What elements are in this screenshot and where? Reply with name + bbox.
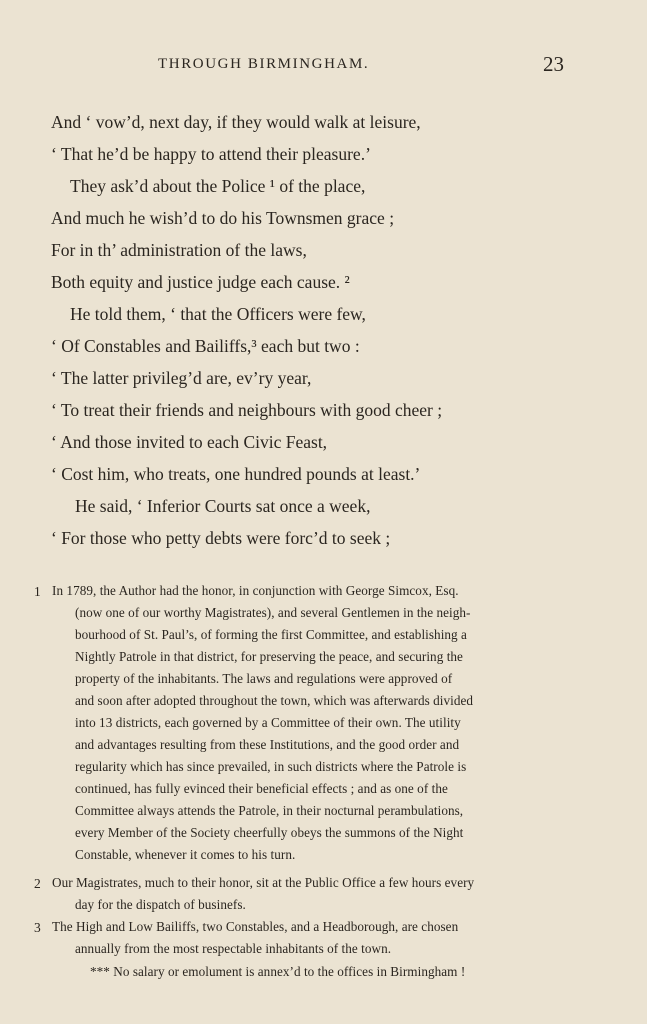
footnote-line: In 1789, the Author had the honor, in conjunction with George Simcox, Esq. <box>52 583 459 598</box>
footnote-line: Committee always attends the Patrole, in their nocturnal perambulations, <box>75 803 464 818</box>
verse-line: ‘ The latter privileg’d are, ev’ry year, <box>51 368 312 388</box>
footnote-number: 3 <box>34 920 41 935</box>
footnote-line: property of the inhabitants. The laws and regulations were approved of <box>75 671 453 686</box>
footnote-line: annually from the most respectable inhabitants of the town. <box>75 941 392 956</box>
verse-line: ‘ To treat their friends and neighbours with good cheer ; <box>51 400 443 420</box>
verse-line: ‘ That he’d be happy to attend their pleasure.’ <box>51 144 371 164</box>
footnote-number: 1 <box>34 584 41 599</box>
verse-line: He told them, ‘ that the Officers were few, <box>70 304 366 324</box>
footnote-number: 2 <box>34 876 41 891</box>
verse-line: ‘ Of Constables and Bailiffs,³ each but two : <box>51 336 360 356</box>
footnote-line: into 13 districts, each governed by a Committee of their own. The utility <box>75 715 461 730</box>
footnote-line: Constable, whenever it comes to his turn. <box>75 847 296 862</box>
verse-line: And much he wish’d to do his Townsmen grace ; <box>51 208 395 228</box>
verse-line: And ‘ vow’d, next day, if they would walk at leisure, <box>51 112 421 132</box>
verse-line: ‘ And those invited to each Civic Feast, <box>51 432 328 452</box>
verse-line: Both equity and justice judge each cause. ² <box>51 272 350 292</box>
footnote-line: The High and Low Bailiffs, two Constables, and a Headborough, are chosen <box>52 919 459 934</box>
footnote-line: regularity which has since prevailed, in such districts where the Patrole is <box>75 759 467 774</box>
page-header <box>0 52 647 82</box>
footnote-line: every Member of the Society cheerfully obeys the summons of the Night <box>75 825 464 840</box>
verse-line: ‘ Cost him, who treats, one hundred pounds at least.’ <box>51 464 421 484</box>
verse-line: He said, ‘ Inferior Courts sat once a week, <box>75 496 371 516</box>
footnote-line: Our Magistrates, much to their honor, sit at the Public Office a few hours every <box>52 875 475 890</box>
footnote-line: continued, has fully evinced their beneficial effects ; and as one of the <box>75 781 448 796</box>
footnote-line: Nightly Patrole in that district, for preserving the peace, and securing the <box>75 649 463 664</box>
footnote-line: day for the dispatch of businefs. <box>75 897 246 912</box>
page-number: 23 <box>543 52 564 76</box>
footnote-line: and soon after adopted throughout the town, which was afterwards divided <box>75 693 474 708</box>
verse-line: They ask’d about the Police ¹ of the place, <box>70 176 366 196</box>
verse-line: For in th’ administration of the laws, <box>51 240 307 260</box>
verse-line: ‘ For those who petty debts were forc’d to seek ; <box>51 528 391 548</box>
running-title: THROUGH BIRMINGHAM. <box>158 56 370 72</box>
footnote-line: bourhood of St. Paul’s, of forming the first Committee, and establishing a <box>75 627 467 642</box>
footnote-line: (now one of our worthy Magistrates), and several Gentlemen in the neigh- <box>75 605 471 620</box>
footnote-line: *** No salary or emolument is annex’d to the offices in Birmingham ! <box>90 964 466 979</box>
footnote-line: and advantages resulting from these Institutions, and the good order and <box>75 737 460 752</box>
